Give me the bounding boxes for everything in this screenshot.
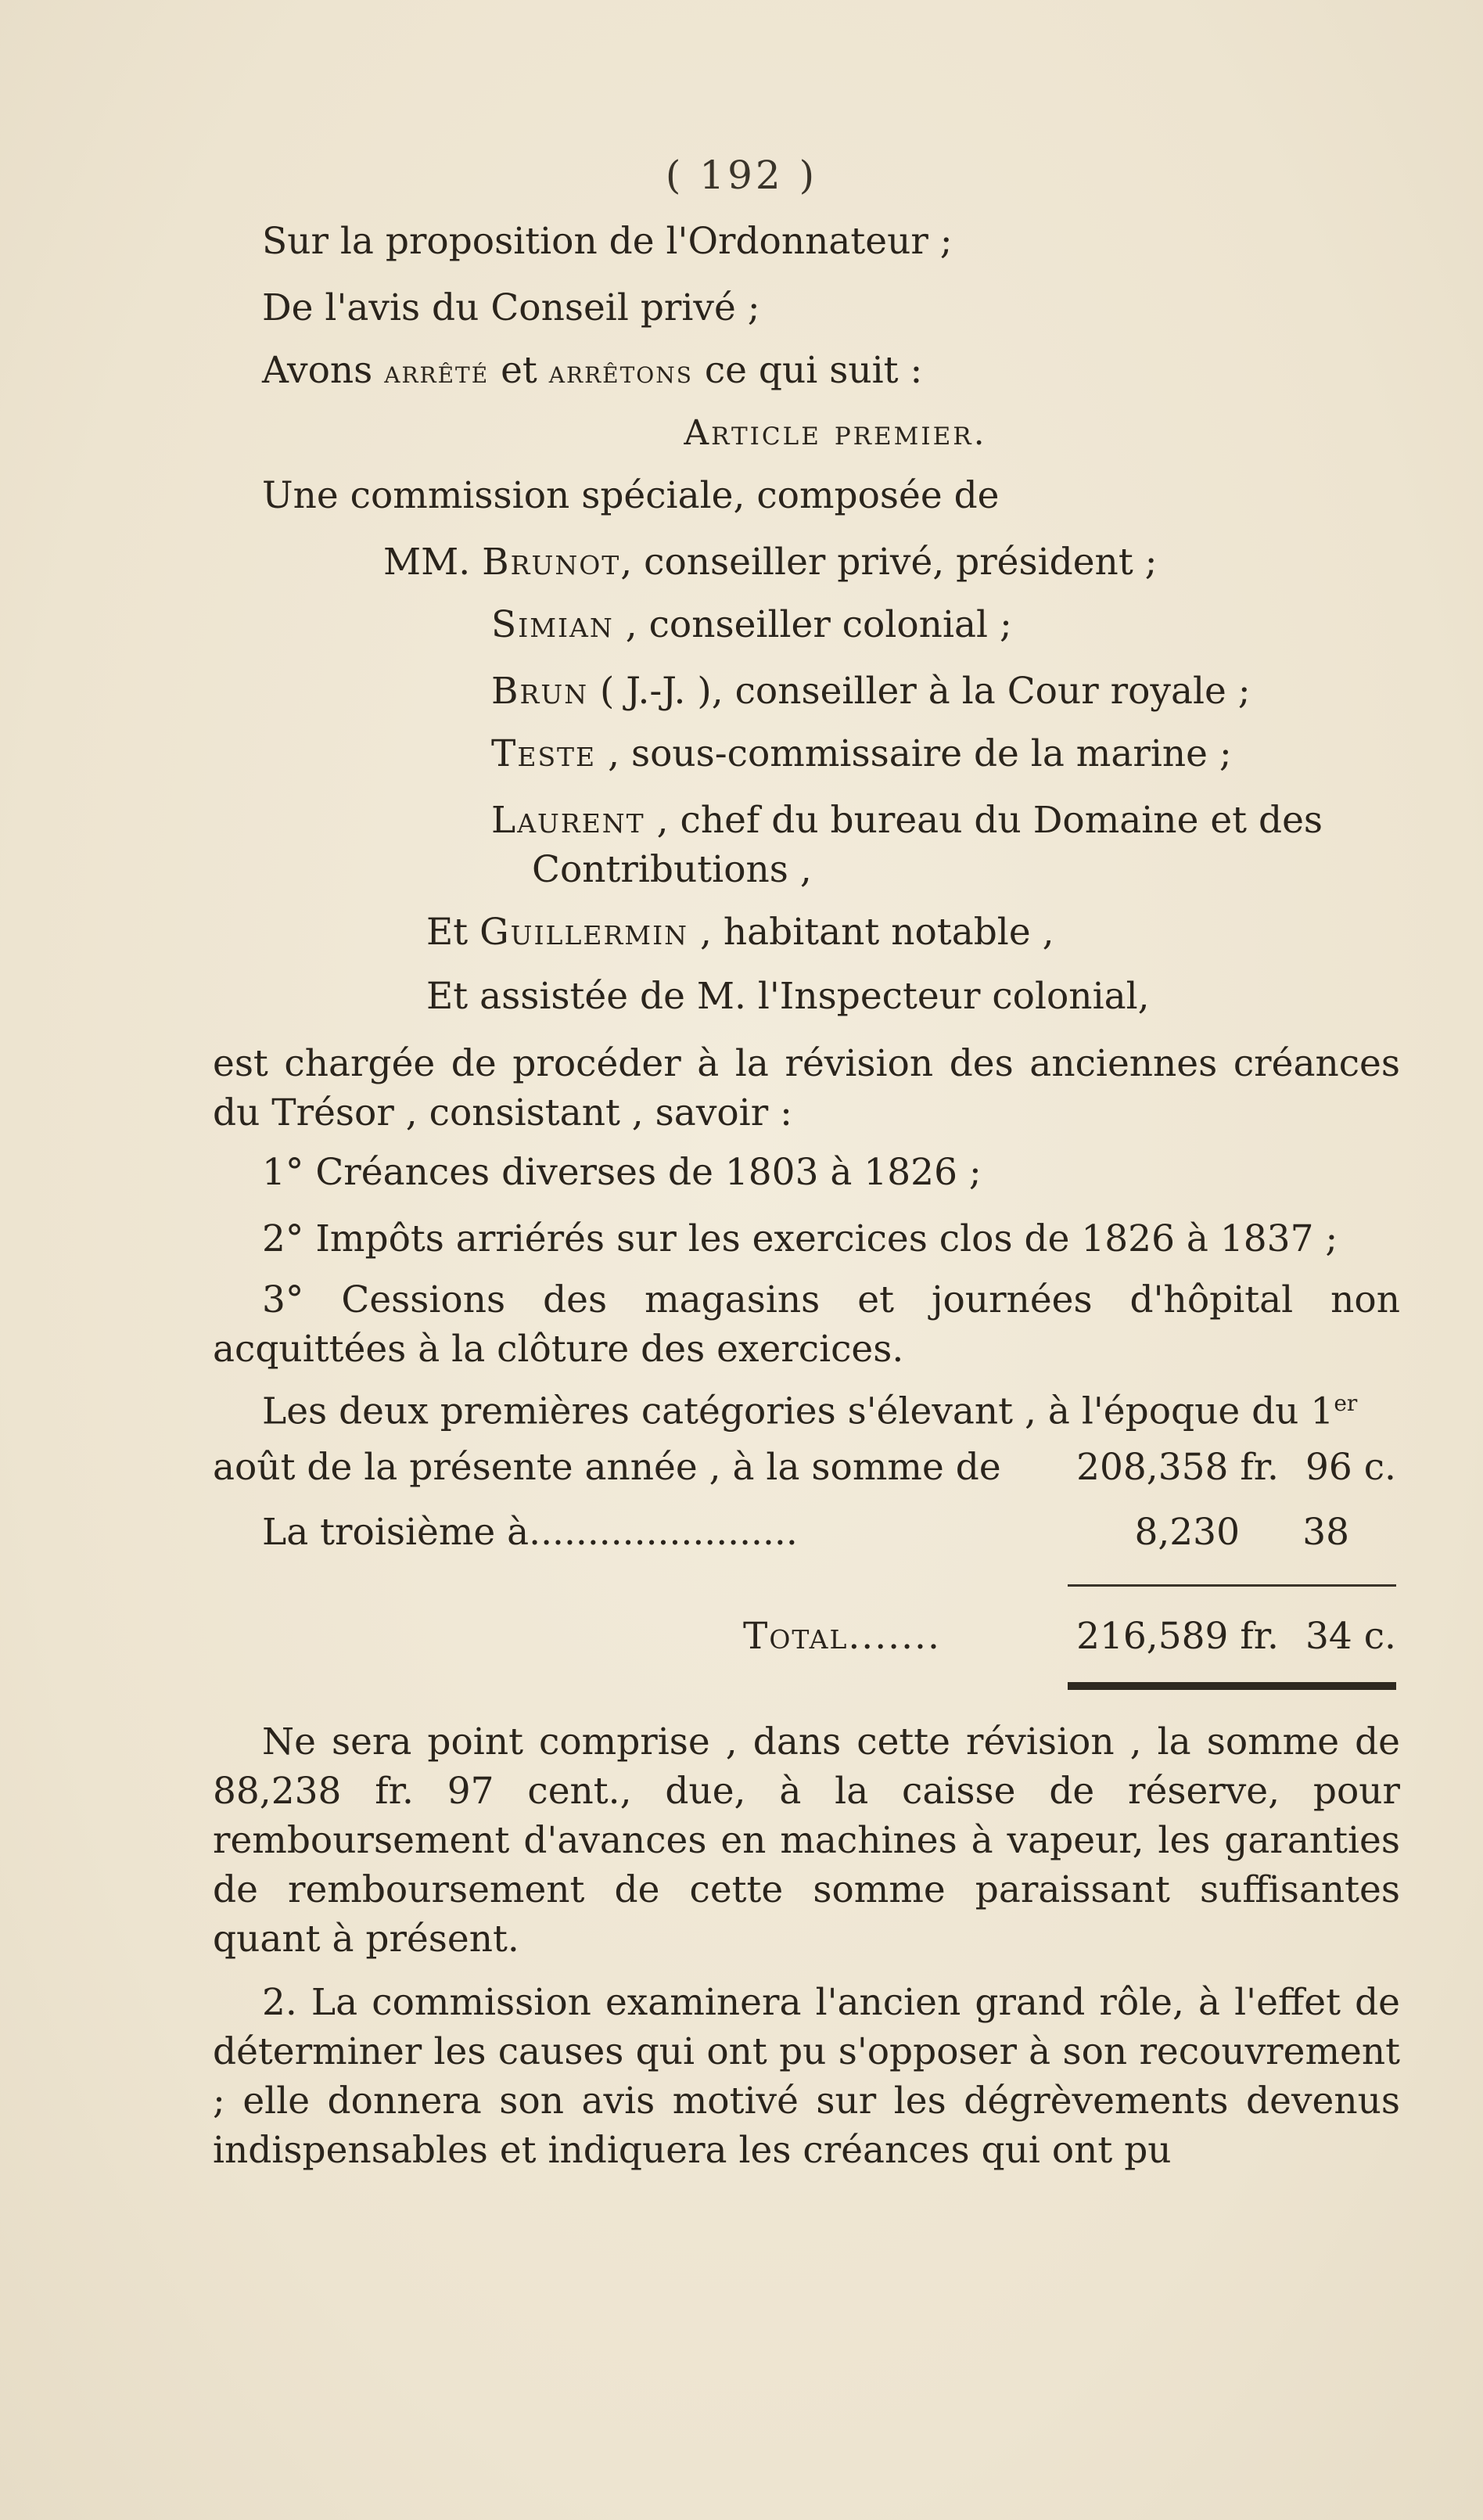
commission-intro: Une commission spéciale, composée de xyxy=(262,474,1000,517)
categories-line-1: Les deux premières catégories s'élevant , à l'époque du 1er xyxy=(262,1389,1358,1433)
member-teste: Teste , sous-commissaire de la marine ; xyxy=(491,732,1232,775)
amount-1: 208,358 fr. xyxy=(1076,1446,1279,1489)
member-name: Laurent xyxy=(491,799,645,842)
categories-line-2: août de la présente année , à la somme de xyxy=(213,1446,1001,1489)
cents-2: 38 xyxy=(1302,1511,1349,1554)
arrete-post: ce qui suit : xyxy=(692,349,923,392)
intro-line-1: Sur la proposition de l'Ordonnateur ; xyxy=(262,220,953,263)
arrete-word-1: arrêté xyxy=(384,354,490,390)
charge-paragraph: est chargée de procéder à la révision des anciennes créances du Trésor , consistant , savoir : xyxy=(213,1042,1400,1134)
total-cents: 34 c. xyxy=(1305,1615,1396,1658)
troisieme-label: La troisième à....................... xyxy=(262,1511,798,1554)
exclusion-paragraph: Ne sera point comprise , dans cette révision , la somme de 88,238 fr. 97 cent., due, à la caisse de réserve, pour remboursement d'avances en machines à vapeur, les garanties de remboursement de cette somme paraissant suffisantes quant à présent. xyxy=(213,1720,1400,1961)
member-name: Simian xyxy=(491,603,614,646)
item-3: 3° Cessions des magasins et journées d'hôpital non acquittées à la clôture des exercices. xyxy=(213,1278,1400,1371)
arrete-word-2: arrêtons xyxy=(548,354,693,390)
laurent-continuation: Contributions , xyxy=(532,848,812,891)
member-brunot: MM. Brunot, conseiller privé, président ; xyxy=(383,541,1158,584)
article-heading: Article premier. xyxy=(684,413,987,453)
sum-rule xyxy=(1068,1584,1396,1587)
member-name: Guillermin xyxy=(479,911,688,954)
arrete-pre: Avons xyxy=(262,349,385,392)
page-number: ( 192 ) xyxy=(665,153,818,198)
cents-1: 96 c. xyxy=(1305,1446,1396,1489)
member-name: Teste xyxy=(491,732,597,775)
article-2-paragraph: 2. La commission examinera l'ancien grand rôle, à l'effet de déterminer les causes qui ont pu s'opposer à son recouvrement ; elle donnera son avis motivé sur les dégrèvements devenus indispensables et indiquera les créances qui ont pu xyxy=(213,1981,1400,2172)
member-guillermin: Et Guillermin , habitant notable , xyxy=(426,911,1054,954)
arrete-line xyxy=(262,349,923,392)
arrete-mid: et xyxy=(489,349,549,392)
total-rule xyxy=(1068,1682,1396,1690)
member-brun: Brun ( J.-J. ), conseiller à la Cour royale ; xyxy=(491,670,1251,713)
intro-line-2: De l'avis du Conseil privé ; xyxy=(262,286,760,329)
item-2: 2° Impôts arriérés sur les exercices clos de 1826 à 1837 ; xyxy=(262,1217,1338,1260)
total-amount: 216,589 fr. xyxy=(1076,1615,1279,1658)
member-simian: Simian , conseiller colonial ; xyxy=(491,603,1012,646)
member-name: Brunot xyxy=(482,541,621,584)
item-1: 1° Créances diverses de 1803 à 1826 ; xyxy=(262,1151,982,1194)
assistee-line: Et assistée de M. l'Inspecteur colonial, xyxy=(426,975,1150,1018)
member-name: Brun xyxy=(491,670,589,713)
total-label: Total....... xyxy=(743,1615,941,1658)
amount-2: 8,230 xyxy=(1134,1511,1240,1554)
member-laurent: Laurent , chef du bureau du Domaine et des xyxy=(491,799,1323,842)
